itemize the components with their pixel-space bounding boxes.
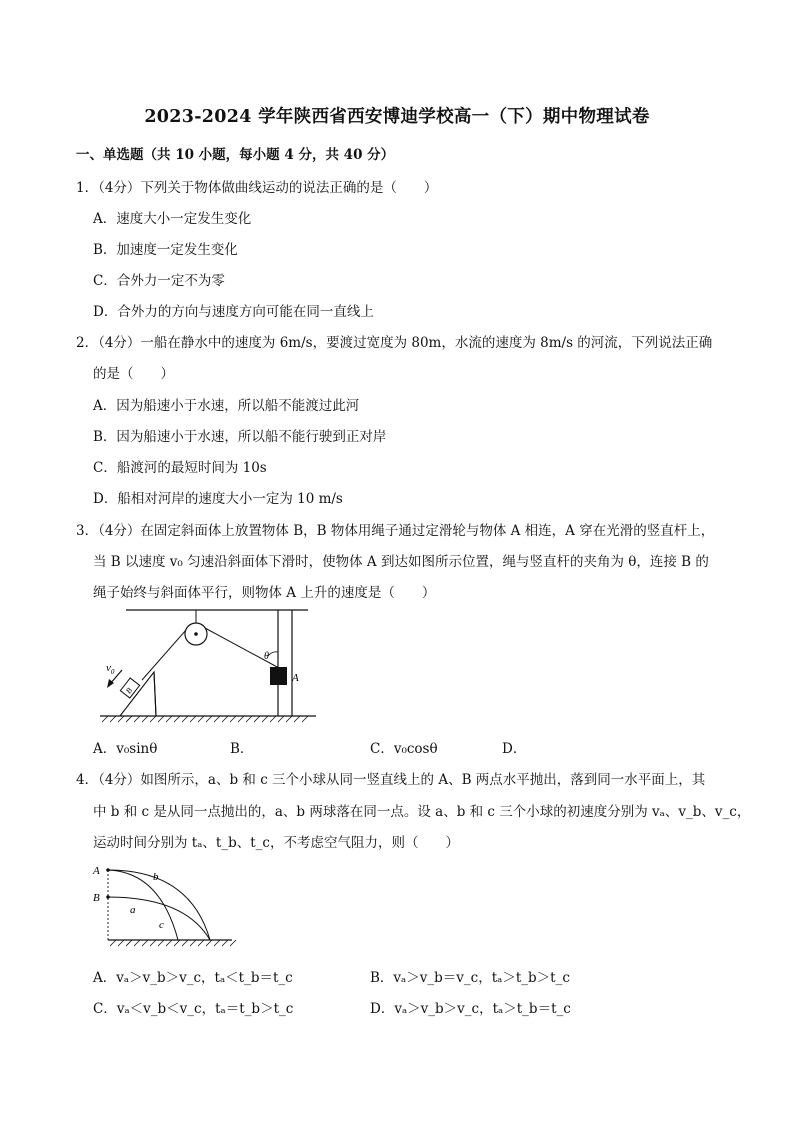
q2-stem-cont: 的是（ ） [93, 366, 174, 382]
q1-option-a[interactable]: A．速度大小一定发生变化 [93, 211, 252, 227]
q3-pulley-diagram [96, 604, 316, 726]
q4-projectile-diagram [90, 858, 240, 950]
label-point-a: A [93, 865, 100, 877]
q3-stem: 3．（4分）在固定斜面体上放置物体 B，B 物体用绳子通过定滑轮与物体 A 相连，A 穿在光滑的竖直杆上， [76, 523, 715, 539]
q4-stem-cont1: 中 b 和 c 是从同一点抛出的，a、b 两球落在同一点。设 a、b 和 c 三个小球的初速度分别为 vₐ、v_b、v_c， [93, 804, 751, 820]
q4-stem: 4．（4分）如图所示，a、b 和 c 三个小球从同一竖直线上的 A、B 两点水平抛出，落到同一水平面上，其 [76, 772, 706, 788]
q2-option-c[interactable]: C．船渡河的最短时间为 10s [93, 460, 267, 476]
q2-stem: 2．（4分）一船在静水中的速度为 6m/s，要渡过宽度为 80m，水流的速度为 8m/s 的河流，下列说法正确 [76, 335, 713, 351]
q3-option-c[interactable]: C．v₀cosθ [370, 741, 438, 757]
block-a [270, 667, 287, 685]
q4-option-d[interactable]: D．vₐ＞v_b＞v_c，tₐ＞t_b＝t_c [370, 1001, 571, 1017]
label-b: B [124, 686, 135, 696]
label-a: A [292, 672, 299, 684]
label-curve-b: b [153, 871, 159, 883]
q2-option-b[interactable]: B．因为船速小于水速，所以船不能行驶到正对岸 [93, 429, 387, 445]
label-curve-c: c [159, 919, 164, 931]
label-point-b: B [93, 892, 100, 904]
rope-to-a [205, 628, 279, 668]
q1-option-b[interactable]: B．加速度一定发生变化 [93, 242, 238, 258]
q1-option-d[interactable]: D．合外力的方向与速度方向可能在同一直线上 [93, 304, 374, 320]
q3-stem-cont1: 当 B 以速度 v₀ 匀速沿斜面体下滑时，使物体 A 到达如图所示位置，绳与竖直杆的夹角为 θ，连接 B 的 [93, 554, 709, 570]
q4-option-b[interactable]: B．vₐ＞v_b＝v_c，tₐ＞t_b＞t_c [370, 970, 570, 986]
q1-option-c[interactable]: C．合外力一定不为零 [93, 273, 225, 289]
label-v0: $v_0$ [106, 662, 115, 676]
rope-to-b [142, 630, 186, 680]
q2-option-d[interactable]: D．船相对河岸的速度大小一定为 10 m/s [93, 491, 343, 507]
q3-option-b[interactable]: B． [230, 741, 254, 757]
q4-stem-cont2: 运动时间分别为 tₐ、t_b、t_c，不考虑空气阻力，则（ ） [93, 835, 459, 851]
section-heading: 一、单选题（共 10 小题，每小题 4 分，共 40 分） [76, 147, 395, 163]
q1-stem: 1．（4分）下列关于物体做曲线运动的说法正确的是（ ） [76, 180, 438, 196]
q4-option-a[interactable]: A．vₐ＞v_b＞v_c，tₐ＜t_b＝t_c [93, 970, 293, 986]
q3-stem-cont2: 绳子始终与斜面体平行，则物体 A 上升的速度是（ ） [93, 585, 436, 601]
q3-option-d[interactable]: D． [502, 741, 527, 757]
label-theta: θ [264, 651, 269, 662]
label-curve-a: a [130, 904, 136, 916]
q3-option-a[interactable]: A．v₀sinθ [93, 741, 158, 757]
trajectory-c [108, 870, 178, 940]
q4-option-c[interactable]: C．vₐ＜v_b＜v_c，tₐ＝t_b＞t_c [93, 1001, 294, 1017]
page-title: 2023-2024 学年陕西省西安博迪学校高一（下）期中物理试卷 [144, 107, 650, 127]
q2-option-a[interactable]: A．因为船速小于水速，所以船不能渡过此河 [93, 398, 360, 414]
